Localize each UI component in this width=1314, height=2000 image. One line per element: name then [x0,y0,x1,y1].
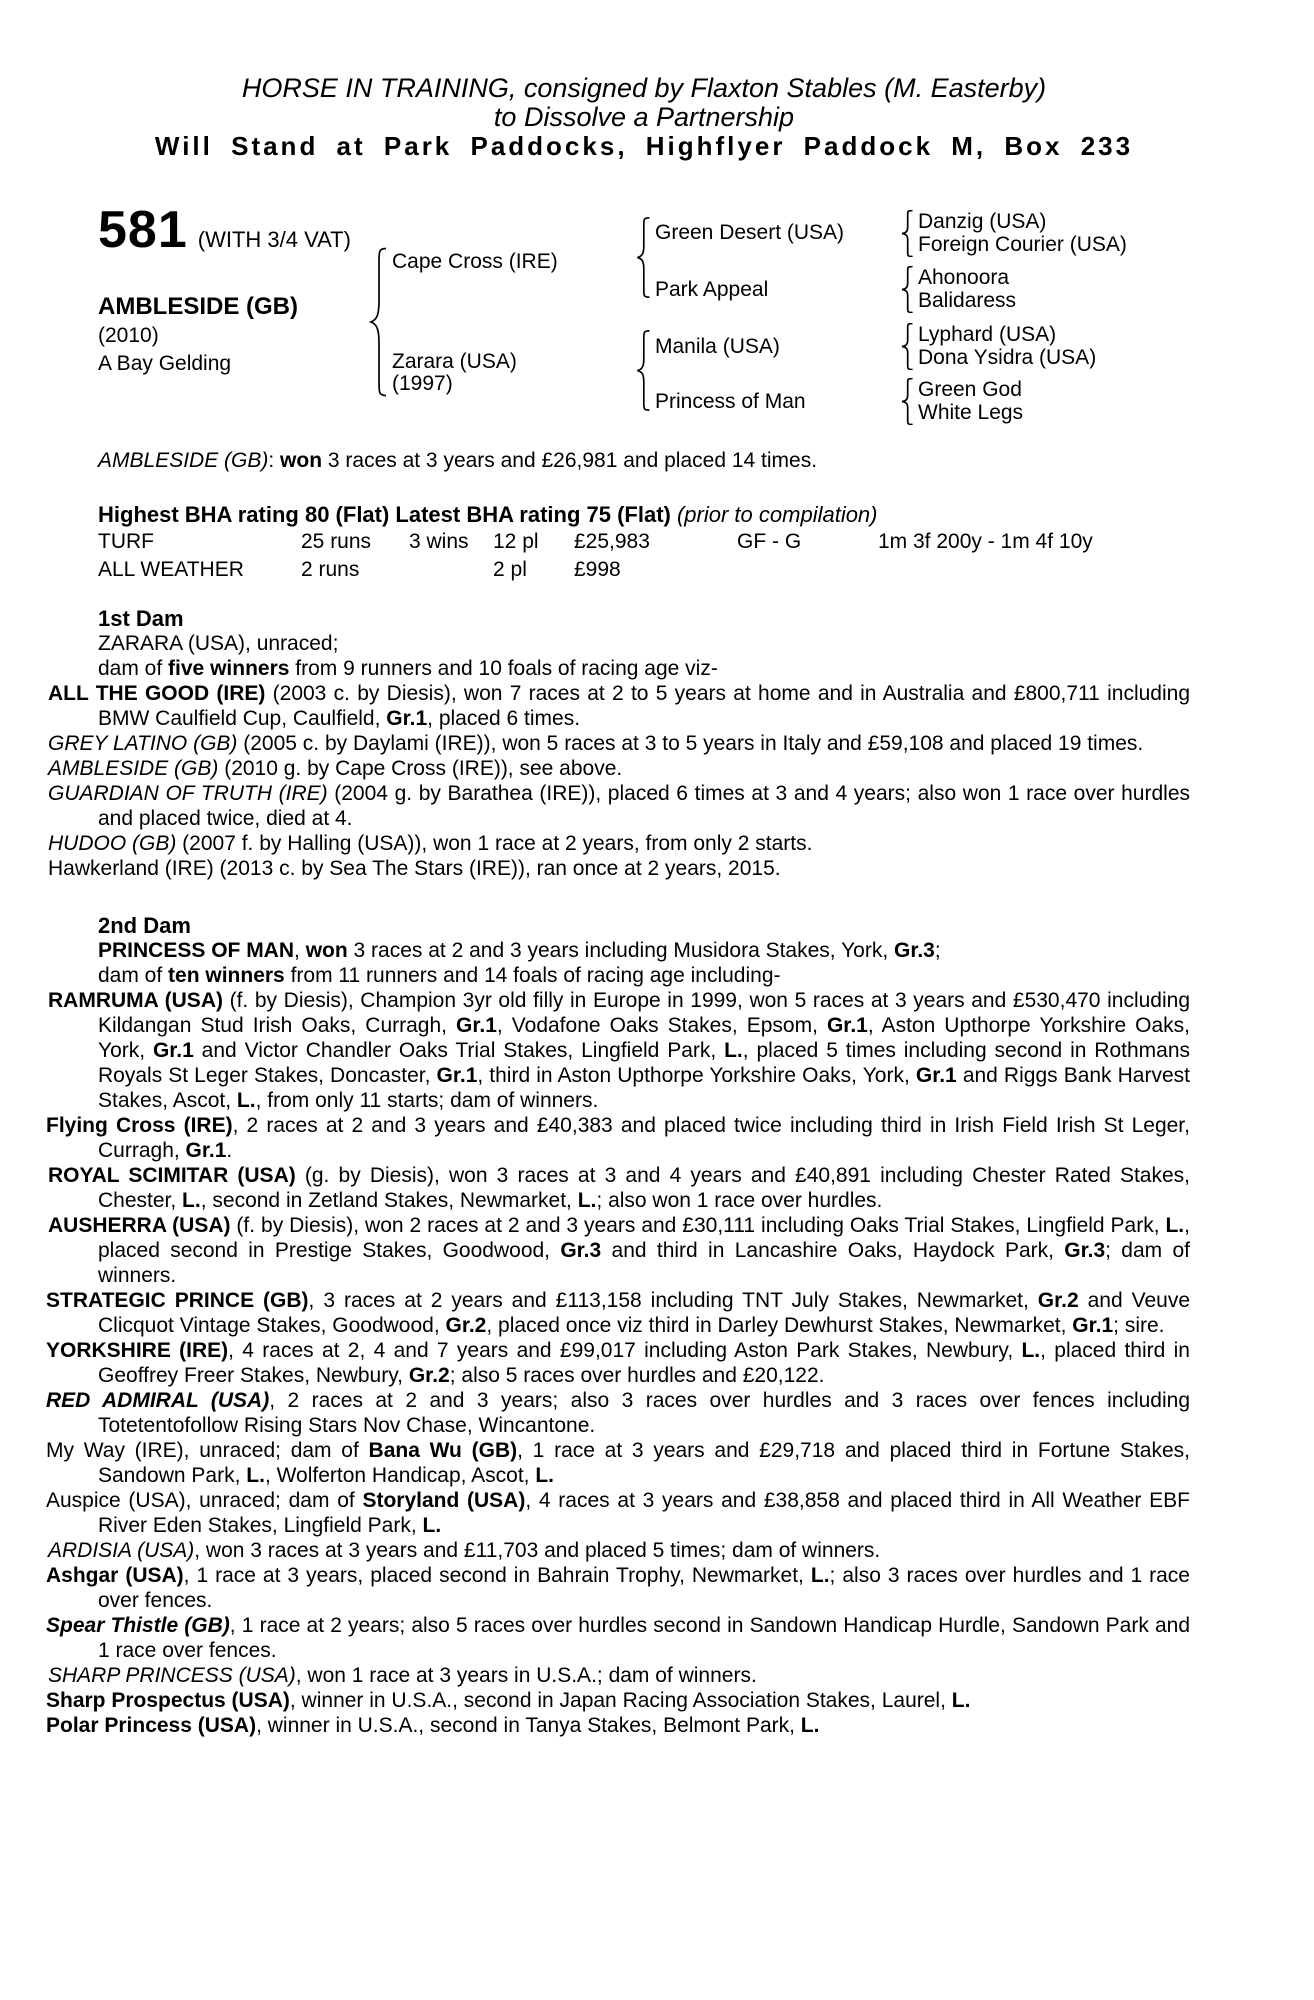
text-segment: ZARARA (USA), unraced; [98,632,339,655]
text-segment: , second in Zetland Stakes, Newmarket, [200,1189,578,1212]
text-segment: and Riggs Bank Harvest Stakes, Ascot, [98,1064,1190,1112]
progeny-entry [46,1388,1190,1438]
places-cell: 2 pl [493,558,527,581]
dam-dam-name: Princess of Man [655,390,806,413]
text-segment: L. [422,1514,442,1537]
text-segment: HUDOO (GB) [48,832,177,855]
going-cell [737,556,878,584]
sire-sire-dam: Foreign Courier (USA) [918,233,1127,256]
pedigree-brace [635,330,651,411]
text-segment: Hawkerland (IRE) (2013 c. by Sea The Stars (IRE)), ran once at 2 years, 2015. [48,857,781,880]
text-segment: (2010 g. by Cape Cross (IRE)), see above. [218,757,623,780]
pedigree-brace [900,378,914,425]
sire-dam-sire: Ahonoora [918,266,1010,289]
race-record-table [98,528,1190,584]
text-segment: won [280,449,323,472]
text-segment: , Wolferton Handicap, Ascot, [264,1464,536,1487]
dam-year-line: (1997) [392,372,453,395]
text-segment: Flying Cross (IRE) [46,1114,233,1137]
text-segment: Bana Wu (GB) [368,1439,518,1462]
text-segment: , 2 races at 2 and 3 years; also 3 races over hurdles and 3 races over fences including Totetentofollow Rising Stars Nov Chase, Wincantone. [98,1389,1190,1437]
foaling-year: (2010) [98,324,159,347]
dam-name-line [98,938,1190,963]
dam-grandparents-pair [918,323,1096,369]
text-segment: Gr.2 [408,1364,450,1387]
text-segment: Gr.1 [1072,1314,1114,1337]
progeny-entry [48,831,1190,856]
text-segment: (f. by Diesis), won 2 races at 2 and 3 years and £30,111 including Oaks Trial Stakes, Lingfield Park, [230,1214,1166,1237]
surface-cell: ALL WEATHER [98,558,244,581]
going-cell: GF - G [737,530,802,553]
text-segment: SHARP PRINCESS (USA) [48,1664,296,1687]
text-segment: (f. by Diesis), Champion 3yr old filly in Europe in 1999, won 5 races at 3 years and £530,470 including Kildangan Stud Irish Oaks, Curragh, [98,989,1190,1037]
text-segment: Spear Thistle (GB) [46,1614,230,1637]
text-segment: . [226,1139,233,1162]
first-dam-heading: 1st Dam [98,606,184,631]
wins-cell [409,556,493,584]
dam-sire-sire: Lyphard (USA) [918,323,1057,346]
text-segment: : [268,449,281,472]
pedigree-brace [900,266,914,313]
surface-cell: TURF [98,530,154,553]
text-segment: AUSHERRA (USA) [48,1214,231,1237]
text-segment: , placed once viz third in Darley Dewhurst Stakes, Newmarket, [486,1314,1073,1337]
text-segment: , winner in U.S.A., second in Tanya Stakes, Belmont Park, [256,1714,801,1737]
sire-name: Cape Cross (IRE) [392,250,558,273]
race-record-summary [98,448,1190,474]
text-segment: , 1 race at 2 years; also 5 races over hurdles second in Sandown Handicap Hurdle, Sandown Park and 1 race over fences. [98,1614,1190,1662]
text-segment: Gr.1 [456,1014,497,1037]
text-segment: (2007 f. by Halling (USA)), won 1 race at 2 years, from only 2 starts. [176,832,813,855]
vat-note: (WITH 3/4 VAT) [197,227,351,252]
horse-description: A Bay Gelding [98,352,232,375]
pedigree-brace [900,210,914,257]
text-segment: L. [951,1689,971,1712]
text-segment: , third in Aston Upthorpe Yorkshire Oaks, York, [477,1064,916,1087]
progeny-entry [46,1563,1190,1613]
text-segment: ARDISIA (USA) [48,1539,195,1562]
text-segment: My Way (IRE), unraced; dam of [46,1439,369,1462]
text-segment: from 11 runners and 14 foals of racing age including- [284,964,781,987]
dam-name-line: Zarara (USA) [392,350,517,373]
pedigree-table [98,190,1190,442]
text-segment: , won 3 races at 3 years and £11,703 and placed 5 times; dam of winners. [194,1539,881,1562]
progeny-entry [46,1288,1191,1338]
sire-grandparents-pair [918,266,1016,312]
progeny-entry [46,1338,1190,1388]
table-row-all-weather [98,556,1190,584]
progeny-entry [48,731,1190,756]
first-dam-section [48,606,1191,881]
second-dam-section [46,913,1191,1738]
text-segment: Highest BHA rating 80 (Flat) Latest BHA rating 75 (Flat) [98,502,677,527]
runs-cell: 25 runs [301,530,372,553]
text-segment: AMBLESIDE (GB) [48,757,219,780]
sire-sire-name: Green Desert (USA) [655,221,845,244]
text-segment: L. [800,1714,820,1737]
text-segment: ; also 5 races over hurdles and £20,122. [449,1364,825,1387]
dam-dam-dam: White Legs [918,401,1024,424]
text-segment: , [294,939,306,962]
text-segment: Gr.1 [826,1014,868,1037]
text-segment: and Veuve Clicquot Vintage Stakes, Goodwood, [98,1289,1191,1337]
text-segment: Polar Princess (USA) [46,1714,257,1737]
text-segment: ; also won 1 race over hurdles. [596,1189,883,1212]
text-segment: and Victor Chandler Oaks Trial Stakes, Lingfield Park, [193,1039,725,1062]
distance-cell: 1m 3f 200y - 1m 4f 10y [878,530,1093,553]
text-segment: , placed 5 times including second in Rothmans Royals St Leger Stakes, Doncaster, [98,1039,1191,1087]
text-segment: Gr.1 [436,1064,478,1087]
text-segment: (2004 g. by Barathea (IRE)), placed 6 times at 3 and 4 years; also won 1 race over hurdles and placed twice, died at 4. [98,782,1190,830]
progeny-entry [48,1213,1190,1288]
progeny-entry [46,1688,1190,1713]
text-segment: GREY LATINO (GB) [48,732,238,755]
consignor-line-2: to Dissolve a Partnership [493,102,795,132]
text-segment: 3 races at 3 years and £26,981 and placed 14 times. [322,449,818,472]
pedigree-brace [635,217,651,298]
text-segment: Gr.1 [152,1039,194,1062]
places-cell: 12 pl [493,530,539,553]
text-segment: , from only 11 starts; dam of winners. [255,1089,599,1112]
text-segment: (g. by Diesis), won 3 races at 3 and 4 years and £40,891 including Chester Rated Stakes, Chester, [98,1164,1190,1212]
sire-dam-dam: Balidaress [918,289,1017,312]
text-segment: RED ADMIRAL (USA) [46,1389,270,1412]
progeny-entry [46,1613,1190,1663]
text-segment: L. [246,1464,265,1487]
text-segment: Ashgar (USA) [46,1564,184,1587]
sire-dam-name: Park Appeal [655,278,769,301]
text-segment: , placed 6 times. [427,707,581,730]
lot-number-line [98,202,351,258]
text-segment: ; dam of winners. [98,1239,1190,1287]
text-segment: , 2 races at 2 and 3 years and £40,383 and placed twice including third in Irish Field Irish St Leger, Curragh, [98,1114,1190,1162]
text-segment: ; [934,939,941,962]
consignor-line-1: HORSE IN TRAINING, consigned by Flaxton Stables (M. Easterby) [241,73,1047,103]
progeny-entry [48,988,1191,1113]
text-segment: ; sire. [1113,1314,1165,1337]
text-segment: L. [724,1039,743,1062]
text-segment: Gr.1 [915,1064,957,1087]
page-header [98,74,1190,161]
text-segment: , Vodafone Oaks Stakes, Epsom, [496,1014,827,1037]
dam-sire-dam: Dona Ysidra (USA) [918,346,1097,369]
earnings-cell: £25,983 [574,530,650,553]
text-segment: L. [810,1564,830,1587]
text-segment: , 1 race at 3 years, placed second in Bahrain Trophy, Newmarket, [183,1564,811,1587]
text-segment: Gr.3 [1064,1239,1106,1262]
text-segment: GUARDIAN OF TRUTH (IRE) [48,782,328,805]
progeny-entry [48,1163,1190,1213]
text-segment: , winner in U.S.A., second in Japan Racing Association Stakes, Laurel, [289,1689,952,1712]
dam-name [392,351,517,395]
horse-name: AMBLESIDE (GB) [98,293,298,320]
distance-cell [878,556,1190,584]
text-segment: YORKSHIRE (IRE) [46,1339,229,1362]
runs-cell: 2 runs [301,558,360,581]
progeny-entry [48,1538,1190,1563]
table-row-turf [98,528,1190,556]
text-segment: Gr.3 [894,939,935,962]
text-segment: (2003 c. by Diesis), won 7 races at 2 to 5 years at home and in Australia and £800,711 including BMW Caulfield Cup, Caulfield, [98,682,1191,730]
text-segment: , 1 race at 3 years and £29,718 and placed third in Fortune Stakes, Sandown Park, [98,1439,1191,1487]
sire-sire-sire: Danzig (USA) [918,210,1047,233]
pedigree-brace [368,247,388,397]
text-segment: L. [182,1189,201,1212]
bha-rating-heading [98,502,1190,528]
progeny-entry [46,1713,1190,1738]
text-segment: ROYAL SCIMITAR (USA) [48,1164,296,1187]
stabling-location-line: Will Stand at Park Paddocks, Highflyer Paddock M, Box 233 [154,131,1134,161]
text-segment: , Aston Upthorpe Yorkshire Oaks, York, [98,1014,1191,1062]
dam-produce-summary [98,963,1190,988]
text-segment: , placed third in Geoffrey Freer Stakes, Newbury, [98,1339,1190,1387]
sire-grandparents-pair [918,210,1127,256]
progeny-entry [48,781,1190,831]
text-segment: STRATEGIC PRINCE (GB) [46,1289,309,1312]
text-segment: Gr.3 [560,1239,602,1262]
earnings-cell: £998 [574,558,621,581]
progeny-entry [48,681,1191,731]
text-segment: PRINCESS OF MAN [98,939,295,962]
progeny-entry [46,1113,1190,1163]
dam-produce-summary [98,656,1190,681]
text-segment: , 4 races at 3 years and £38,858 and placed third in All Weather EBF River Eden Stakes, Lingfield Park, [98,1489,1190,1537]
dam-dam-sire: Green God [918,378,1022,401]
text-segment: Gr.2 [1037,1289,1079,1312]
text-segment: won [305,939,348,962]
dam-grandparents-pair [918,378,1023,424]
text-segment: Auspice (USA), unraced; dam of [46,1489,363,1512]
text-segment: L. [577,1189,597,1212]
text-segment: ALL THE GOOD (IRE) [48,682,266,705]
text-segment: L. [1021,1339,1041,1362]
dam-name-line [98,631,1190,656]
text-segment: , 4 races at 2, 4 and 7 years and £99,017 including Aston Park Stakes, Newbury, [228,1339,1022,1362]
text-segment: dam of [98,657,169,680]
text-segment: five winners [168,657,290,680]
text-segment: Gr.2 [445,1314,487,1337]
text-segment: , won 1 race at 3 years in U.S.A.; dam of winners. [295,1664,757,1687]
lot-number: 581 [98,201,188,259]
text-segment: dam of [98,964,169,987]
text-segment: (2005 c. by Daylami (IRE)), won 5 races at 3 to 5 years in Italy and £59,108 and placed 19 times. [237,732,1144,755]
text-segment: RAMRUMA (USA) [48,989,223,1012]
text-segment: , 3 races at 2 years and £113,158 including TNT July Stakes, Newmarket, [308,1289,1038,1312]
text-segment: (prior to compilation) [676,502,878,527]
text-segment: and third in Lancashire Oaks, Haydock Park, [601,1239,1065,1262]
progeny-entry [48,856,1190,881]
text-segment: 3 races at 2 and 3 years including Musidora Stakes, York, [347,939,894,962]
text-segment: ten winners [168,964,285,987]
text-segment: L. [236,1089,256,1112]
pedigree-brace [900,323,914,370]
text-segment: L. [1165,1214,1185,1237]
text-segment: L. [535,1464,555,1487]
progeny-entry [46,1488,1190,1538]
second-dam-heading: 2nd Dam [98,913,191,938]
text-segment: Gr.1 [185,1139,227,1162]
text-segment: AMBLESIDE (GB) [98,449,269,472]
text-segment: Sharp Prospectus (USA) [46,1689,290,1712]
text-segment: , placed second in Prestige Stakes, Goodwood, [98,1214,1190,1262]
dam-sire-name: Manila (USA) [655,335,780,358]
text-segment: Storyland (USA) [362,1489,526,1512]
text-segment: Gr.1 [386,707,428,730]
text-segment: ; also 3 races over hurdles and 1 race over fences. [98,1564,1190,1612]
wins-cell: 3 wins [409,530,469,553]
progeny-entry [48,756,1190,781]
progeny-entry [46,1438,1191,1488]
progeny-entry [48,1663,1190,1688]
text-segment: from 9 runners and 10 foals of racing age viz- [289,657,718,680]
